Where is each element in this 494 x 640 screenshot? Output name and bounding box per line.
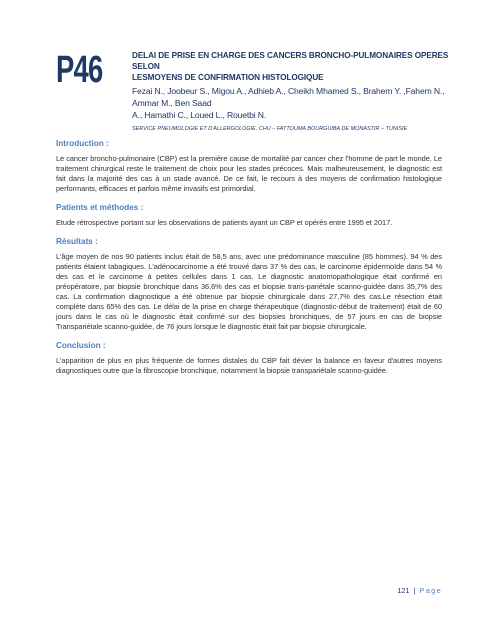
results-text: L'âge moyen de nos 90 patients inclus était de 58,5 ans, avec une prédominance masculine (85 hommes). 94 % des patients étaient tabagiques. L'adénocarcinome a été trouvé dans 37 % des cas, le carcinome épidermoïde dans 54 % des cas et le carcinome à petites cellules dans 1 cas. Le diagnostic anatomopathologique était confirmé en préopératoire, par biopsie bronchique dans 36,6% des cas et biopsie trans-pariétale scanno-guidée dans 35,7% des cas. La confirmation diagnostique a été obtenue par biopsie chirurgicale dans 27,7% des cas.Le résection était complète dans 65% des cas. Le délai de la prise en charge thérapeutique (diagnostic-début de traitement) était de 60 jours dans le cas où le diagnostic était confirmé sur des biopsies bronchiques, de 57 jours en cas de biopsie Transpariétale scanno-guidée, de 76 jours lorsque le diagnostic était fait par biopsie chirurgicale. xyxy=(56,252,442,331)
conclusion-text: L'apparition de plus en plus fréquente de formes distales du CBP fait dévier la balance en faveur d'autres moyens diagnostiques outre que la fibroscopie bronchique, notamment la biopsie transpariétale scanno-guidée. xyxy=(56,356,442,375)
authors xyxy=(132,85,456,121)
title-line-1: DELAI DE PRISE EN CHARGE DES CANCERS BRONCHO-PULMONAIRES OPERES SELON xyxy=(132,51,449,71)
page-label: Page xyxy=(419,586,442,595)
methods-text: Etude rétrospective portant sur les observations de patients ayant un CBP et opérés entre 1995 et 2017. xyxy=(56,218,393,227)
footer-separator: | xyxy=(413,586,416,595)
results-heading: Résultats : xyxy=(56,237,98,246)
conclusion-heading: Conclusion : xyxy=(56,341,106,350)
abstract-body xyxy=(56,138,442,384)
affiliation: SERVICE PNEUMOLOGIE ET D'ALLERGOLOGIE. CHU – FATTOUMA BOURGUIBA DE MONASTIR – TUNISIE xyxy=(132,126,408,132)
abstract-title xyxy=(132,50,456,83)
page-number: 121 xyxy=(397,586,410,595)
authors-line-2: A., Hamathi C., Loued L., Rouetbi N. xyxy=(132,110,267,120)
authors-line-1: Fezai N., Joobeur S., Migou A., Adhieb A., Cheikh Mhamed S., Brahem Y. ,Fahem N., Ammar M., Ben Saad xyxy=(132,86,445,108)
introduction-heading: Introduction : xyxy=(56,139,109,148)
poster-code: P46 xyxy=(56,49,103,91)
methods-heading: Patients et méthodes : xyxy=(56,203,144,212)
abstract-header xyxy=(56,50,456,133)
introduction-text: Le cancer broncho-pulmonaire (CBP) est la première cause de mortalité par cancer chez l'homme de part le monde. Le traitement chirurgical reste le traitement de choix pour les stades précoces. Mais malheureusement, le diagnostic est fait dans la majorité des cas à un stade avancé. De ce fait, le recours à des moyens de confirmation histologique performants, efficaces et parfois même invasifs est primordial. xyxy=(56,154,442,193)
header-text-block xyxy=(132,50,456,133)
page-footer xyxy=(397,586,442,595)
title-line-2: LESMOYENS DE CONFIRMATION HISTOLOGIQUE xyxy=(132,73,324,82)
